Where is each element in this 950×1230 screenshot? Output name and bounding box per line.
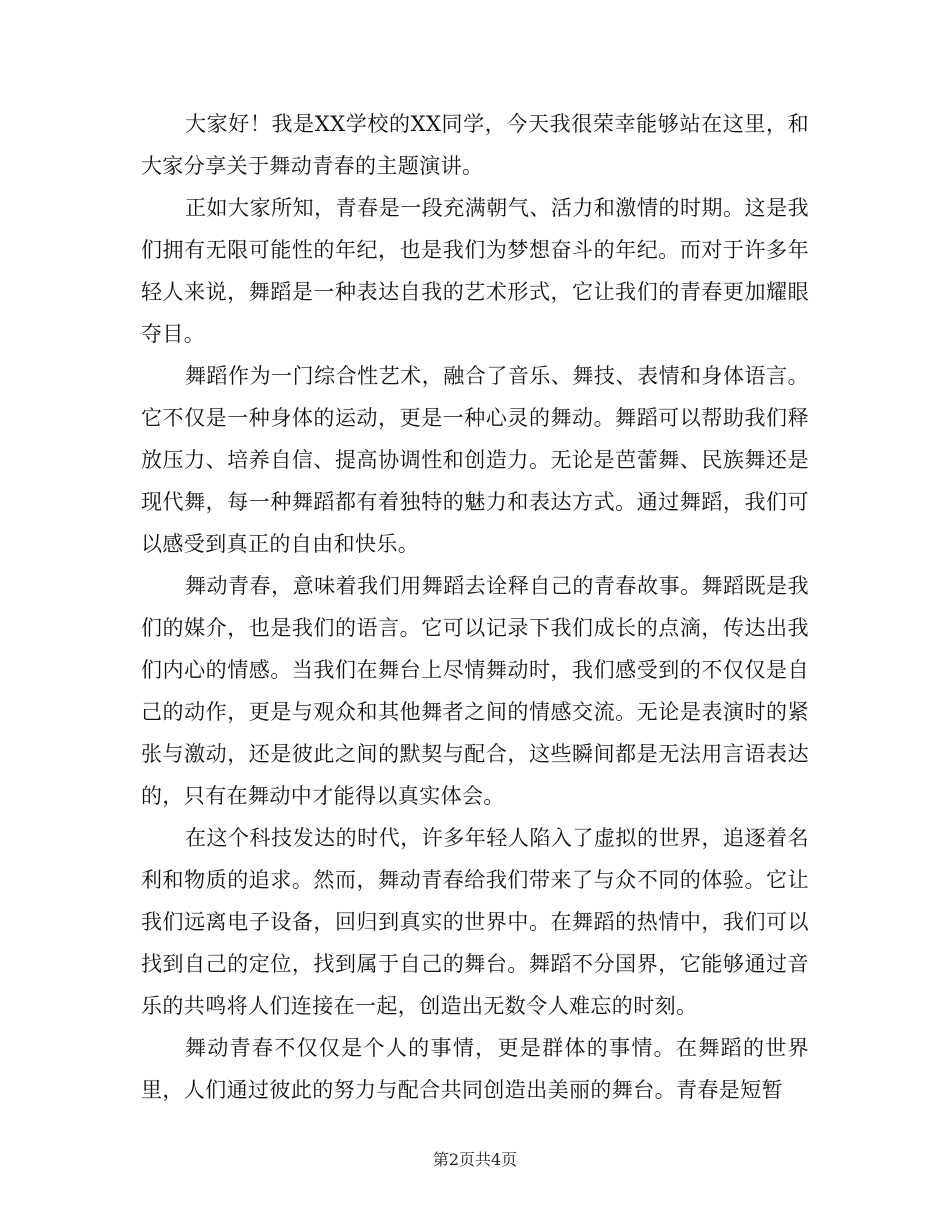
document-body bbox=[141, 103, 809, 1111]
paragraph-5: 在这个科技发达的时代，许多年轻人陷入了虚拟的世界，追逐着名利和物质的追求。然而，舞动青春给我们带来了与众不同的体验。它让我们远离电子设备，回归到真实的世界中。在舞蹈的热情中，我们可以找到自己的定位，找到属于自己的舞台。舞蹈不分国界，它能够通过音乐的共鸣将人们连接在一起，创造出无数令人难忘的时刻。 bbox=[141, 826, 809, 1018]
paragraph-2: 正如大家所知，青春是一段充满朝气、活力和激情的时期。这是我们拥有无限可能性的年纪，也是我们为梦想奋斗的年纪。而对于许多年轻人来说，舞蹈是一种表达自我的艺术形式，它让我们的青春更加耀眼夺目。 bbox=[141, 196, 809, 346]
paragraph-4: 舞动青春，意味着我们用舞蹈去诠释自己的青春故事。舞蹈既是我们的媒介，也是我们的语言。它可以记录下我们成长的点滴，传达出我们内心的情感。当我们在舞台上尽情舞动时，我们感受到的不仅仅是自己的动作，更是与观众和其他舞者之间的情感交流。无论是表演时的紧张与激动，还是彼此之间的默契与配合，这些瞬间都是无法用言语表达的，只有在舞动中才能得以真实体会。 bbox=[141, 574, 809, 808]
page-footer: 第2页共4页 bbox=[432, 1150, 518, 1169]
paragraph-6: 舞动青春不仅仅是个人的事情，更是群体的事情。在舞蹈的世界里，人们通过彼此的努力与配合共同创造出美丽的舞台。青春是短暂 bbox=[141, 1036, 809, 1102]
paragraph-1: 大家好！我是XX学校的XX同学，今天我很荣幸能够站在这里，和大家分享关于舞动青春的主题演讲。 bbox=[141, 112, 809, 178]
paragraph-3: 舞蹈作为一门综合性艺术，融合了音乐、舞技、表情和身体语言。它不仅是一种身体的运动，更是一种心灵的舞动。舞蹈可以帮助我们释放压力、培养自信、提高协调性和创造力。无论是芭蕾舞、民族舞还是现代舞，每一种舞蹈都有着独特的魅力和表达方式。通过舞蹈，我们可以感受到真正的自由和快乐。 bbox=[141, 364, 809, 556]
